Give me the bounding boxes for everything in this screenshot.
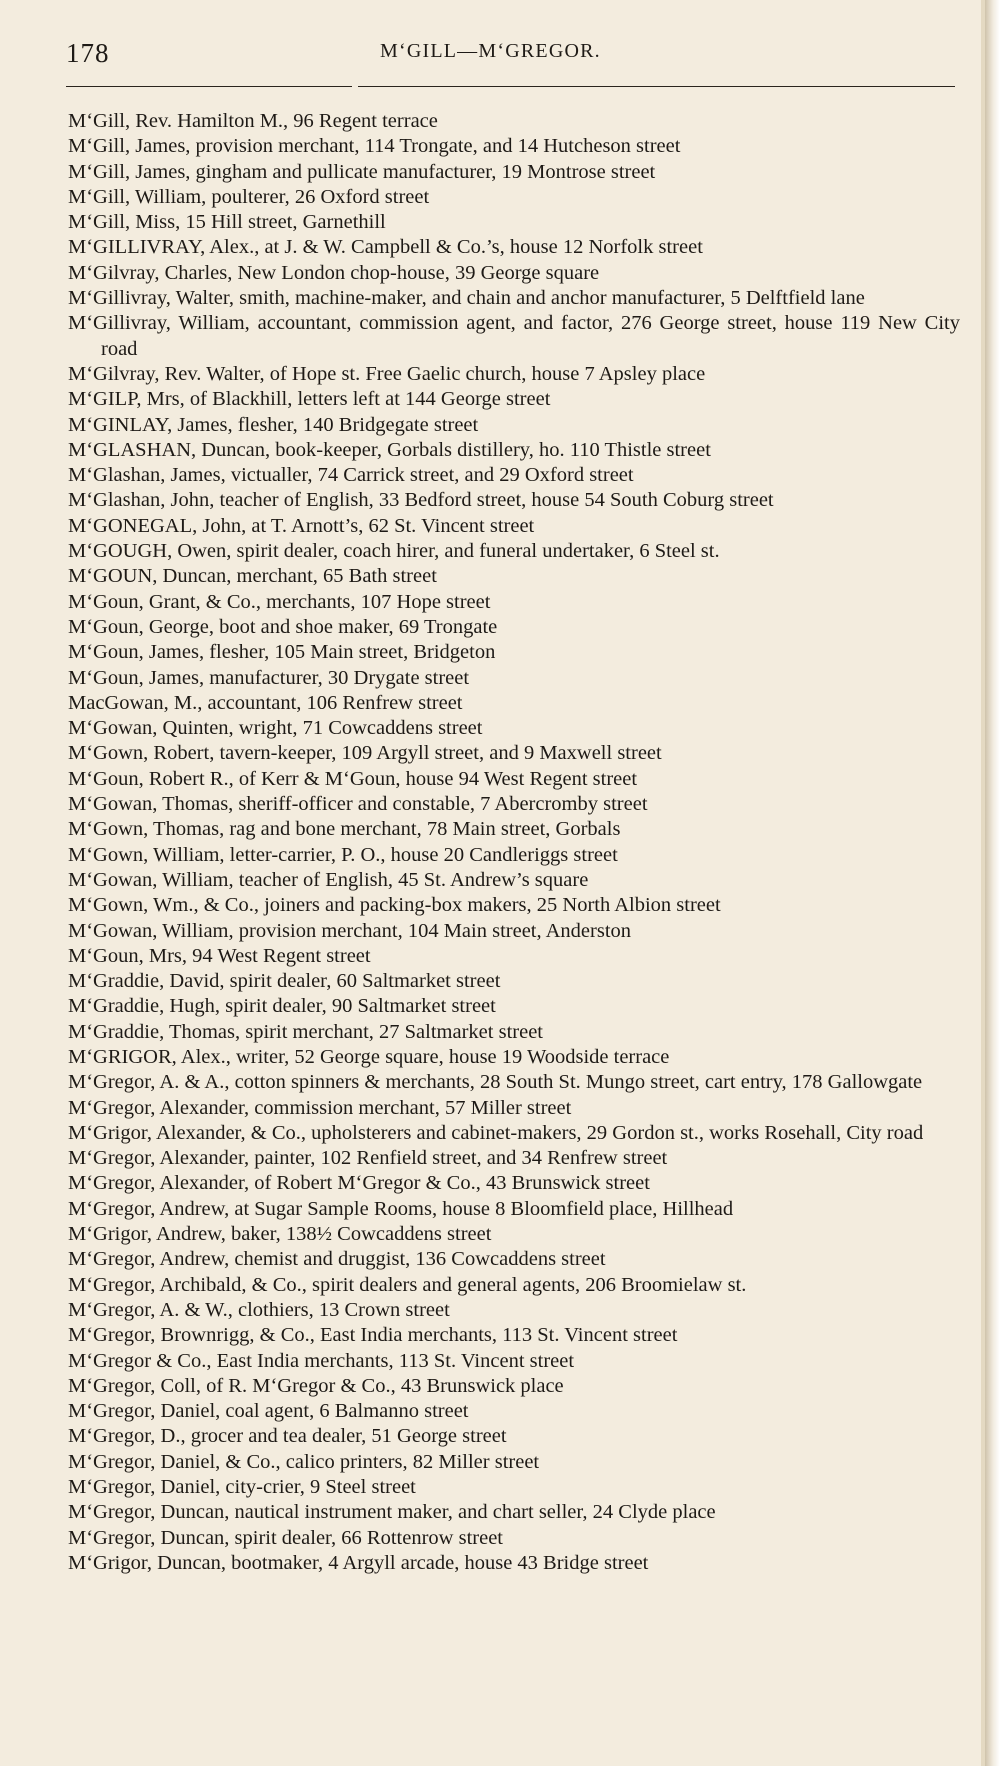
directory-entry: M‘Grigor, Alexander, & Co., upholsterers and cabinet-makers, 29 Gordon st., works Rosehall, City road <box>68 1121 924 1144</box>
directory-entry: M‘Gregor, Duncan, spirit dealer, 66 Rottenrow street <box>68 1526 503 1549</box>
directory-entry: M‘GRIGOR, Alex., writer, 52 George square, house 19 Woodside terrace <box>68 1045 670 1068</box>
directory-entry: M‘Gillivray, William, accountant, commission agent, and factor, 276 George street, house 119 New City road <box>68 312 960 360</box>
directory-entry: M‘GONEGAL, John, at T. Arnott’s, 62 St. Vincent street <box>68 514 535 537</box>
directory-entry: M‘Gregor, Daniel, city-crier, 9 Steel street <box>68 1476 416 1499</box>
directory-entry: M‘Gill, Miss, 15 Hill street, Garnethill <box>68 211 386 234</box>
directory-entry: M‘GILLIVRAY, Alex., at J. & W. Campbell & Co.’s, house 12 Norfolk street <box>68 236 703 259</box>
directory-entry: M‘Gowan, Quinten, wright, 71 Cowcaddens street <box>68 717 483 740</box>
directory-entry: M‘Glashan, John, teacher of English, 33 Bedford street, house 54 South Coburg street <box>68 489 774 512</box>
directory-entry: M‘Gregor, Coll, of R. M‘Gregor & Co., 43 Brunswick place <box>68 1374 564 1397</box>
directory-entry: M‘Gregor, Brownrigg, & Co., East India merchants, 113 St. Vincent street <box>68 1324 678 1347</box>
directory-entry: M‘Gown, William, letter-carrier, P. O., house 20 Candleriggs street <box>68 843 618 866</box>
directory-entry: M‘Gregor, A. & W., clothiers, 13 Crown street <box>68 1298 450 1321</box>
directory-entry: M‘Gown, Wm., & Co., joiners and packing-box makers, 25 North Albion street <box>68 894 721 917</box>
directory-entry: M‘Goun, George, boot and shoe maker, 69 Trongate <box>68 615 498 638</box>
directory-entry: M‘Gill, James, gingham and pullicate manufacturer, 19 Montrose street <box>68 160 656 183</box>
directory-entry: M‘Gregor, Alexander, painter, 102 Renfield street, and 34 Renfrew street <box>68 1147 668 1170</box>
directory-entry: M‘GOUN, Duncan, merchant, 65 Bath street <box>68 565 437 588</box>
directory-entry: M‘Gill, James, provision merchant, 114 Trongate, and 14 Hutcheson street <box>68 135 681 158</box>
directory-entry: MacGowan, M., accountant, 106 Renfrew street <box>68 691 463 714</box>
header-rule-left <box>66 86 352 87</box>
directory-entry: M‘Gregor, Archibald, & Co., spirit dealers and general agents, 206 Broomielaw st. <box>68 1273 747 1296</box>
directory-entry: M‘Graddie, Hugh, spirit dealer, 90 Saltmarket street <box>68 995 496 1018</box>
directory-entry: M‘GOUGH, Owen, spirit dealer, coach hirer, and funeral undertaker, 6 Steel st. <box>68 540 720 563</box>
header-rule-right <box>358 86 955 87</box>
directory-entry: M‘Gill, William, poulterer, 26 Oxford street <box>68 185 430 208</box>
directory-entry: M‘Goun, Grant, & Co., merchants, 107 Hope street <box>68 590 491 613</box>
directory-entry: M‘Gregor, Alexander, commission merchant, 57 Miller street <box>68 1096 572 1119</box>
directory-entry: M‘Glashan, James, victualler, 74 Carrick street, and 29 Oxford street <box>68 464 634 487</box>
directory-entry: M‘Goun, James, manufacturer, 30 Drygate street <box>68 666 470 689</box>
directory-entry: M‘Gregor & Co., East India merchants, 113 St. Vincent street <box>68 1349 575 1372</box>
running-head: M‘GILL—M‘GREGOR. <box>380 40 601 62</box>
directory-entry: M‘Gregor, Andrew, at Sugar Sample Rooms, house 8 Bloomfield place, Hillhead <box>68 1197 734 1220</box>
directory-entry: M‘Gown, Thomas, rag and bone merchant, 78 Main street, Gorbals <box>68 818 621 841</box>
directory-entry: M‘Gregor, A. & A., cotton spinners & merchants, 28 South St. Mungo street, cart entry, 178 Gallowgate <box>68 1071 923 1094</box>
directory-entry: M‘Gilvray, Charles, New London chop-house, 39 George square <box>68 261 600 284</box>
directory-entry: M‘Gregor, Daniel, coal agent, 6 Balmanno street <box>68 1400 469 1423</box>
directory-entry: M‘Gowan, Thomas, sheriff-officer and constable, 7 Abercromby street <box>68 793 648 816</box>
directory-entry: M‘Gregor, Duncan, nautical instrument maker, and chart seller, 24 Clyde place <box>68 1501 716 1524</box>
directory-entry: M‘Goun, Mrs, 94 West Regent street <box>68 944 371 967</box>
directory-entry: M‘Grigor, Duncan, bootmaker, 4 Argyll arcade, house 43 Bridge street <box>68 1551 649 1574</box>
directory-entry: M‘Gregor, Daniel, & Co., calico printers, 82 Miller street <box>68 1450 540 1473</box>
directory-entry: M‘Goun, Robert R., of Kerr & M‘Goun, house 94 West Regent street <box>68 767 638 790</box>
directory-entry: M‘Graddie, David, spirit dealer, 60 Saltmarket street <box>68 970 501 993</box>
directory-entry: M‘Grigor, Andrew, baker, 138½ Cowcaddens street <box>68 1223 492 1246</box>
directory-entry: M‘Graddie, Thomas, spirit merchant, 27 Saltmarket street <box>68 1020 543 1043</box>
directory-entry: M‘Gown, Robert, tavern-keeper, 109 Argyll street, and 9 Maxwell street <box>68 742 662 765</box>
directory-entry: M‘Gowan, William, provision merchant, 104 Main street, Anderston <box>68 919 632 942</box>
page-edge <box>985 0 1000 1766</box>
directory-entry: M‘Gregor, Andrew, chemist and druggist, 136 Cowcaddens street <box>68 1248 606 1271</box>
directory-entries <box>68 109 960 1576</box>
directory-entry: M‘GLASHAN, Duncan, book-keeper, Gorbals distillery, ho. 110 Thistle street <box>68 438 711 461</box>
directory-entry: M‘Gilvray, Rev. Walter, of Hope st. Free Gaelic church, house 7 Apsley place <box>68 362 706 385</box>
directory-entry: M‘Goun, James, flesher, 105 Main street, Bridgeton <box>68 641 496 664</box>
directory-entry: M‘Gregor, D., grocer and tea dealer, 51 George street <box>68 1425 507 1448</box>
directory-entry: M‘GINLAY, James, flesher, 140 Bridgegate street <box>68 413 479 436</box>
directory-entry: M‘Gillivray, Walter, smith, machine-maker, and chain and anchor manufacturer, 5 Delftfield lane <box>68 287 865 310</box>
directory-entry: M‘GILP, Mrs, of Blackhill, letters left at 144 George street <box>68 388 551 411</box>
page-number: 178 <box>66 38 110 68</box>
directory-entry: M‘Gregor, Alexander, of Robert M‘Gregor & Co., 43 Brunswick street <box>68 1172 650 1195</box>
directory-entry: M‘Gowan, William, teacher of English, 45 St. Andrew’s square <box>68 868 589 891</box>
directory-entry: M‘Gill, Rev. Hamilton M., 96 Regent terrace <box>68 110 438 132</box>
